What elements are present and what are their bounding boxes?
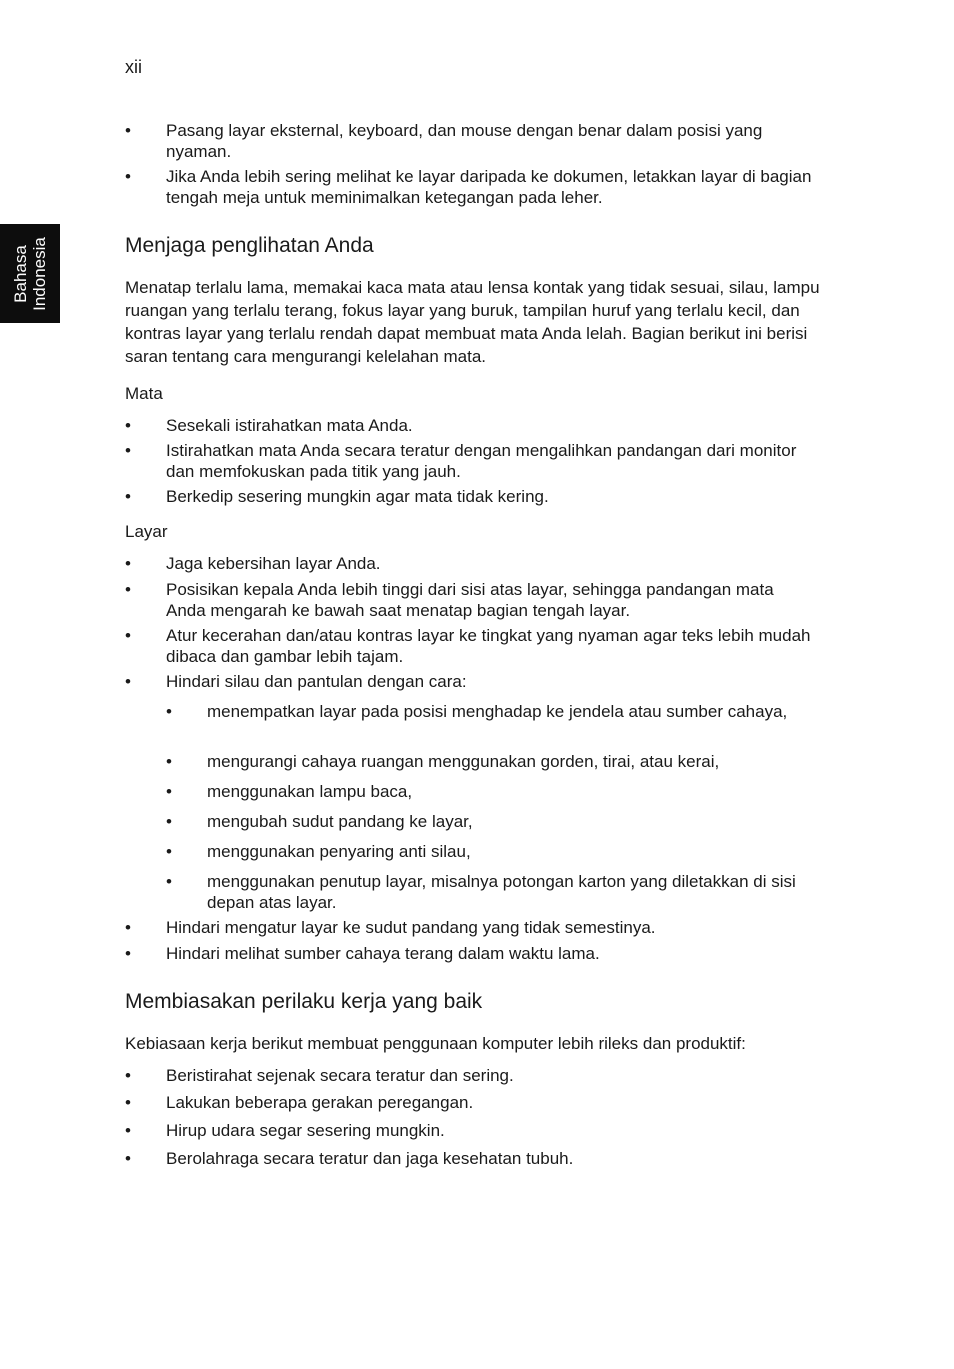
sub-list-item-text: mengubah sudut pandang ke layar, xyxy=(207,812,473,831)
bullet-mark: • xyxy=(166,752,172,771)
list-item-text: Berolahraga secara teratur dan jaga kesehatan tubuh. xyxy=(166,1149,574,1168)
list-item-text: Hindari mengatur layar ke sudut pandang yang tidak semestinya. xyxy=(166,918,656,937)
bullet-mark: • xyxy=(166,842,172,861)
bullet-mark: • xyxy=(125,167,131,186)
bullet-mark: • xyxy=(125,580,131,599)
bullet-mark: • xyxy=(125,626,131,645)
bullet-mark: • xyxy=(125,1149,131,1168)
list-item-text: Jika Anda lebih sering melihat ke layar daripada ke dokumen, letakkan layar di bagian tengah meja untuk meminimalkan ketegangan pada leher. xyxy=(166,167,812,207)
bullet-mark: • xyxy=(125,1066,131,1085)
list-item-text: Hindari melihat sumber cahaya terang dalam waktu lama. xyxy=(166,944,600,963)
section-paragraph-work-habits: Kebiasaan kerja berikut membuat penggunaan komputer lebih rileks dan produktif: xyxy=(125,1034,746,1053)
sub-list-item-text: mengurangi cahaya ruangan menggunakan gorden, tirai, atau kerai, xyxy=(207,752,720,771)
language-tab-line-1: Bahasa xyxy=(11,245,30,303)
bullet-mark: • xyxy=(125,487,131,506)
bullet-mark: • xyxy=(125,1093,131,1112)
list-item-text: Berkedip sesering mungkin agar mata tidak kering. xyxy=(166,487,549,506)
bullet-mark: • xyxy=(166,812,172,831)
bullet-mark: • xyxy=(166,872,172,891)
sub-list-item-text: menggunakan lampu baca, xyxy=(207,782,413,801)
language-tab-label xyxy=(11,237,49,311)
list-item-text: Beristirahat sejenak secara teratur dan sering. xyxy=(166,1066,514,1085)
sub-list-item-text: menggunakan penutup layar, misalnya potongan karton yang diletakkan di sisi depan atas layar. xyxy=(207,872,796,912)
language-side-tab xyxy=(0,224,60,323)
subsection-label-mata: Mata xyxy=(125,384,163,403)
bullet-mark: • xyxy=(125,416,131,435)
section-paragraph-eyes: Menatap terlalu lama, memakai kaca mata atau lensa kontak yang tidak sesuai, silau, lampu ruangan yang terlalu terang, fokus layar yang buruk, tampilan huruf yang terlalu kecil, dan kontras layar yang terlalu rendah dapat membuat mata Anda lelah. Bagian berikut ini berisi saran tentang cara mengurangi kelelahan mata. xyxy=(125,278,820,366)
bullet-mark: • xyxy=(125,672,131,691)
list-item-text: Jaga kebersihan layar Anda. xyxy=(166,554,381,573)
bullet-mark: • xyxy=(166,782,172,801)
list-item-text: Sesekali istirahatkan mata Anda. xyxy=(166,416,413,435)
bullet-mark: • xyxy=(125,944,131,963)
bullet-mark: • xyxy=(125,441,131,460)
bullet-mark: • xyxy=(125,554,131,573)
bullet-mark: • xyxy=(166,702,172,721)
page-number: xii xyxy=(125,57,142,77)
list-item-text: Hindari silau dan pantulan dengan cara: xyxy=(166,672,467,691)
list-item-text: Hirup udara segar sesering mungkin. xyxy=(166,1121,445,1140)
section-heading-eyes: Menjaga penglihatan Anda xyxy=(125,234,374,257)
subsection-label-layar: Layar xyxy=(125,522,168,541)
list-item-text: Pasang layar eksternal, keyboard, dan mouse dengan benar dalam posisi yang nyaman. xyxy=(166,121,763,161)
bullet-mark: • xyxy=(125,918,131,937)
list-item-text: Lakukan beberapa gerakan peregangan. xyxy=(166,1093,474,1112)
list-item-text: Istirahatkan mata Anda secara teratur dengan mengalihkan pandangan dari monitor dan memfokuskan pada titik yang jauh. xyxy=(166,441,797,481)
list-item-text: Posisikan kepala Anda lebih tinggi dari sisi atas layar, sehingga pandangan mata Anda mengarah ke bawah saat menatap bagian tengah layar. xyxy=(166,580,774,620)
sub-list-item-text: menempatkan layar pada posisi menghadap ke jendela atau sumber cahaya, xyxy=(207,702,788,721)
sub-list-item-text: menggunakan penyaring anti silau, xyxy=(207,842,471,861)
bullet-mark: • xyxy=(125,121,131,140)
language-tab-line-2: Indonesia xyxy=(30,237,49,311)
bullet-mark: • xyxy=(125,1121,131,1140)
section-heading-work-habits: Membiasakan perilaku kerja yang baik xyxy=(125,990,483,1013)
list-item-text: Atur kecerahan dan/atau kontras layar ke tingkat yang nyaman agar teks lebih mudah dibaca dan gambar lebih tajam. xyxy=(166,626,811,666)
